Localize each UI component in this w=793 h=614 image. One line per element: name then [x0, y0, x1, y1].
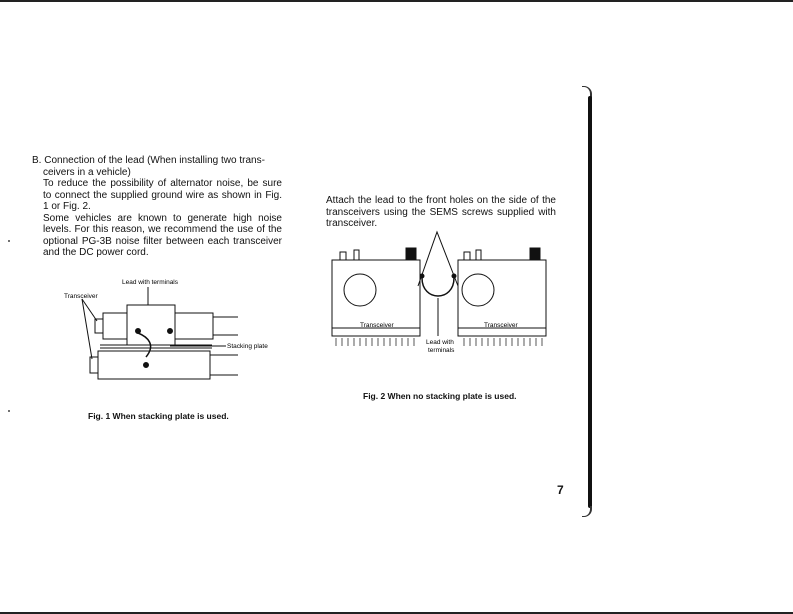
figure-1-caption: Fig. 1 When stacking plate is used.: [88, 411, 229, 421]
fig1-upper-knob: [95, 319, 103, 333]
section-b-heading-continued: ceivers in a vehicle): [43, 166, 131, 178]
fig1-lower-knob: [90, 357, 98, 373]
fig2-right-speaker: [462, 274, 494, 306]
section-b-heading: B. Connection of the lead (When installing two trans-: [32, 155, 265, 166]
fig1-lower-transceiver: [98, 351, 210, 379]
figure-2-caption: Fig. 2 When no stacking plate is used.: [363, 391, 517, 401]
attach-lead-paragraph: Attach the lead to the front holes on the side of the transceivers using the SEMS screws supplied with transceiver.: [326, 195, 556, 229]
fig2-label-left-transceiver: Transceiver: [360, 322, 394, 329]
fig2-lead-wire: [422, 278, 454, 296]
fig2-label-lead-line2: terminals: [428, 347, 455, 354]
page-number: 7: [557, 483, 564, 497]
scan-speck: [8, 240, 10, 242]
section-b-noise-filter-text: Some vehicles are known to generate high noise levels. For this reason, we recommend the use of the optional PG-3B noise filter between each transceiver and the DC power cord.: [43, 212, 282, 258]
figure-1-diagram: [60, 275, 292, 395]
fig2-left-speaker: [344, 274, 376, 306]
fig2-label-lead-line1: Lead with: [426, 339, 454, 346]
fig2-arrow: [418, 232, 458, 286]
fig1-label-stacking-plate: Stacking plate: [227, 343, 268, 350]
fig1-label-lead: Lead with terminals: [122, 279, 178, 286]
scan-speck: [8, 410, 10, 412]
binding-curve-bottom: [582, 506, 592, 517]
figure-2-diagram: [330, 228, 558, 378]
section-b-paragraph: [32, 155, 282, 259]
page-top-edge: [0, 0, 793, 2]
fig2-label-right-transceiver: Transceiver: [484, 322, 518, 329]
fig1-label-transceiver: Transceiver: [64, 293, 98, 300]
page-binding-edge: [588, 96, 592, 508]
fig1-terminal-box: [127, 305, 175, 345]
section-b-alternator-text: To reduce the possibility of alternator noise, be sure to connect the supplied ground wire as shown in Fig. 1 or Fig. 2.: [43, 178, 282, 212]
